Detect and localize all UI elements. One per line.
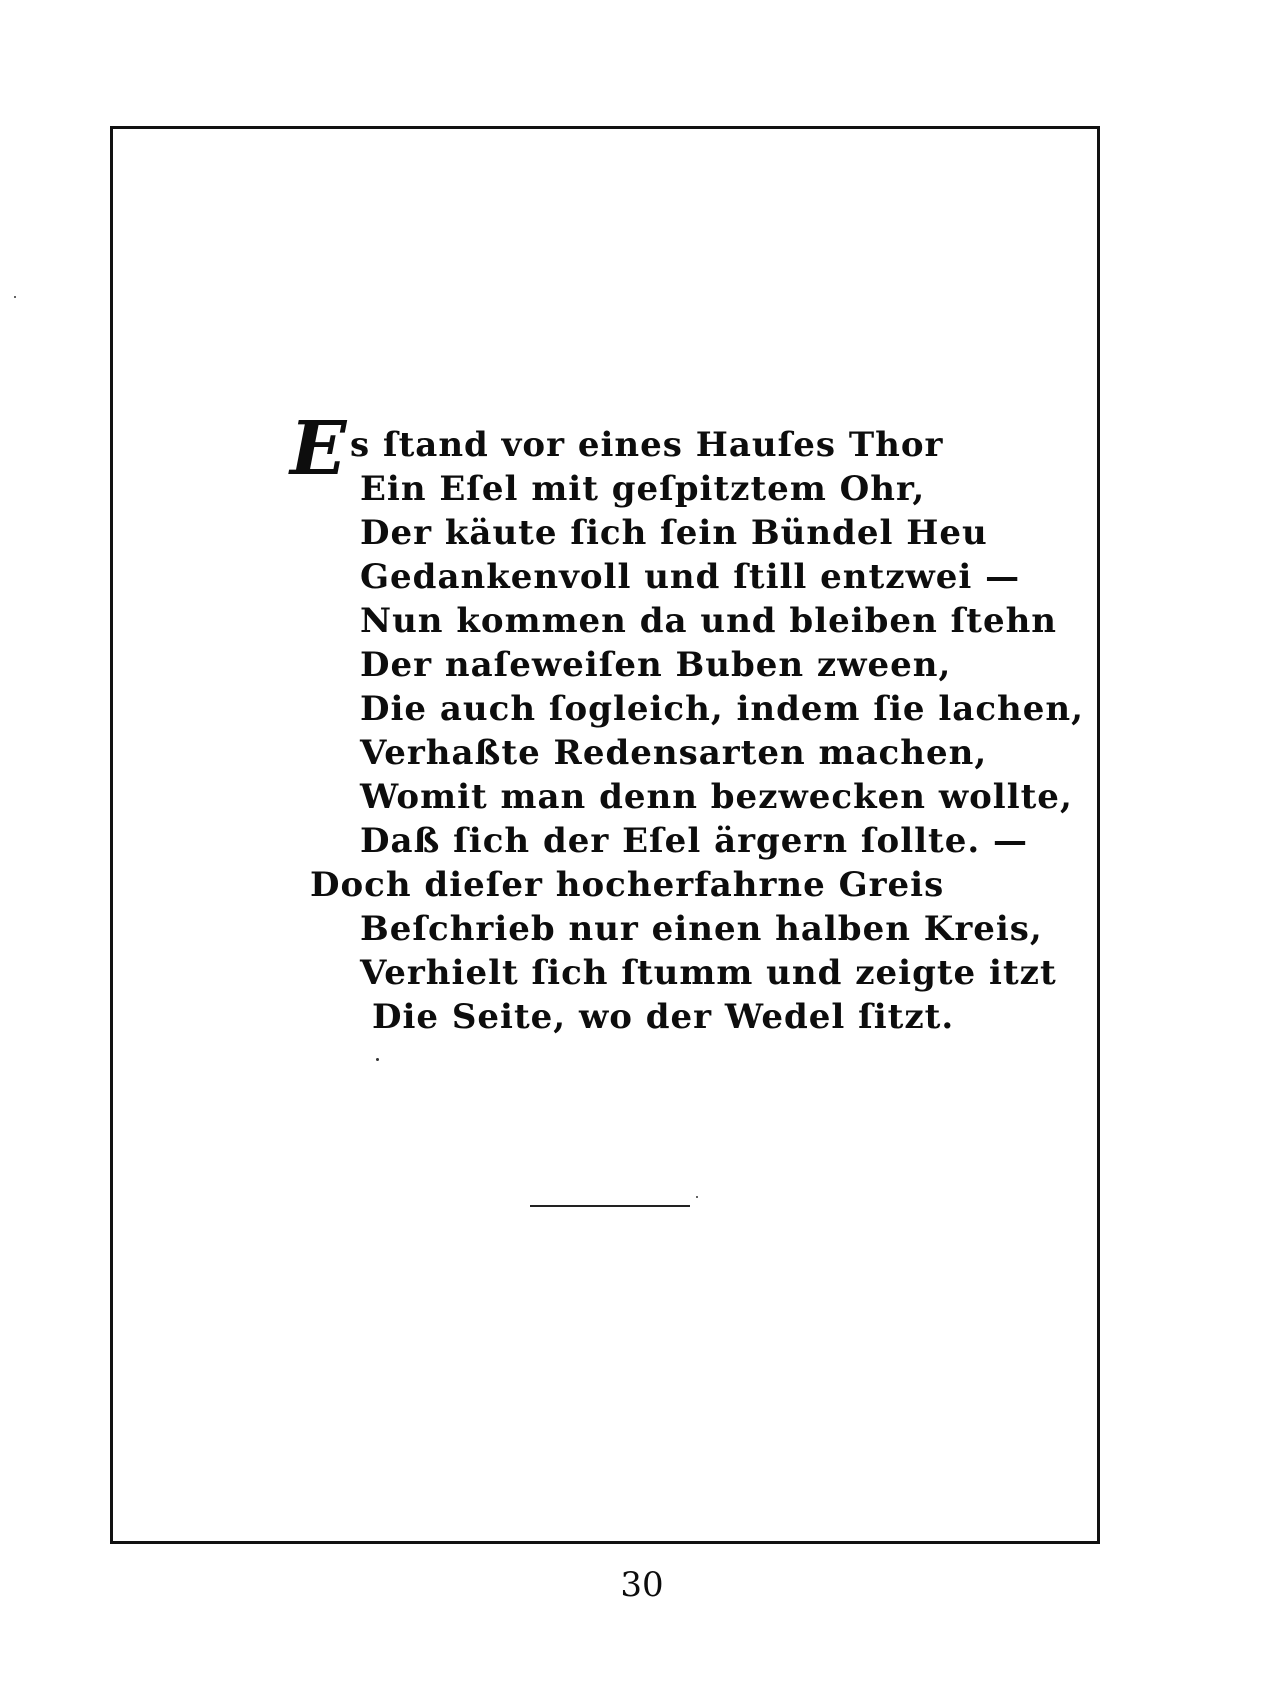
poem-line-4: Gedankenvoll und ſtill entzwei — [360,557,1021,597]
poem-line-12: Beſchrieb nur einen halben Kreis, [360,909,1043,949]
poem-line-9: Womit man denn bezwecken wollte, [360,777,1073,817]
poem-line-14: Die Seite, wo der Wedel ſitzt. [372,997,955,1037]
poem-line-3: Der käute ſich ſein Bündel Heu [360,513,988,553]
poem-line-11: Doch dieſer hocherfahrne Greis [310,865,945,905]
poem-line-1: s ſtand vor eines Hauſes Thor [350,425,944,465]
poem-line-13: Verhielt ſich ſtumm und zeigte itzt [360,953,1057,993]
poem-line-2: Ein Eſel mit geſpitztem Ohr, [360,469,926,509]
ink-speck [696,1196,698,1198]
ink-speck [14,296,16,298]
drop-cap: E [290,406,347,492]
ink-speck [376,1058,379,1061]
poem-line-10: Daß ſich der Eſel ärgern ſollte. — [360,821,1029,861]
poem-line-7: Die auch ſogleich, indem ſie lachen, [360,689,1084,729]
section-divider [530,1205,690,1207]
poem-line-5: Nun kommen da und bleiben ſtehn [360,601,1058,641]
page-number: 30 [620,1565,664,1605]
poem-line-8: Verhaßte Redensarten machen, [360,733,988,773]
poem-line-6: Der naſeweiſen Buben zween, [360,645,952,685]
